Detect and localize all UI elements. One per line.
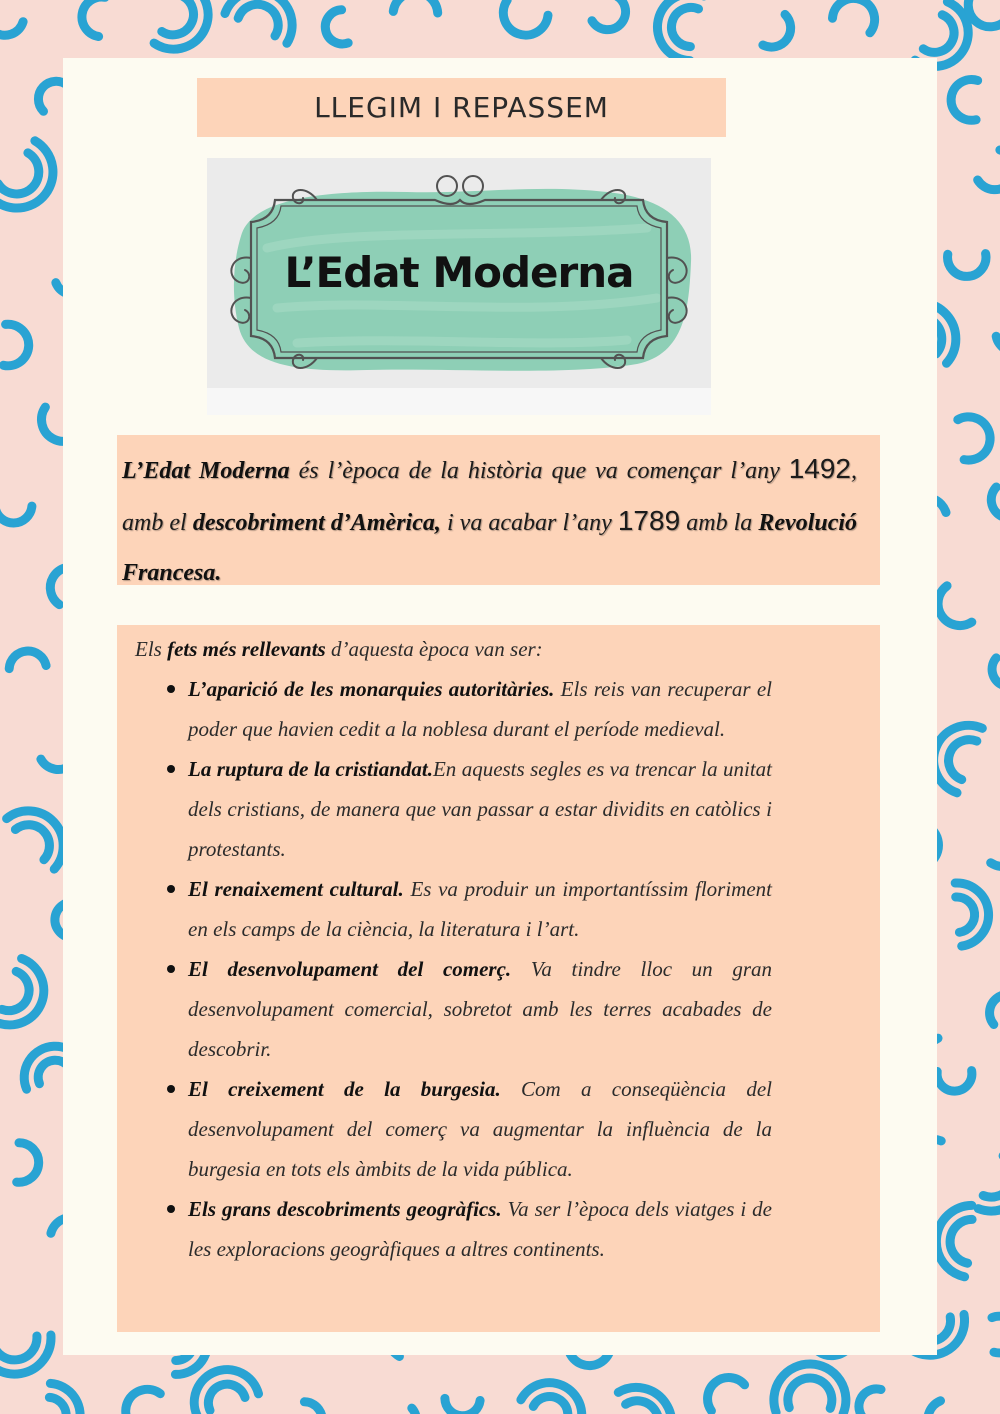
pattern-arc	[958, 417, 990, 460]
page-title: LLEGIM I REPASSEM	[314, 91, 609, 124]
banner-title: L’Edat Moderna	[284, 248, 634, 297]
pattern-arc	[949, 740, 977, 780]
fact-text: En aquests segles es va trencar la unitat dels cristians, de manera que van passar a estar dividits en catòlics i protestants.	[188, 757, 773, 861]
fact-title: La ruptura de la cristiandat.	[188, 757, 433, 781]
event-start: descobriment d’Amèrica,	[192, 510, 441, 536]
pattern-arc	[9, 651, 46, 669]
definition-text: és l’època de la història que va començar l’any	[298, 458, 780, 484]
pattern-arc	[592, 0, 626, 30]
pattern-arc	[992, 658, 1000, 687]
pattern-arc	[951, 80, 978, 121]
pattern-arc	[983, 1156, 1000, 1197]
pattern-arc	[978, 150, 1000, 190]
pattern-arc	[533, 1397, 568, 1414]
pattern-arc	[7, 811, 64, 869]
pattern-arc	[859, 1389, 881, 1414]
definition-text: amb la	[686, 510, 753, 536]
year-start: 1492	[788, 453, 851, 484]
pattern-arc	[0, 1, 23, 35]
event-end: Revolució Francesa.	[122, 510, 858, 586]
pattern-arc	[992, 1316, 1000, 1353]
fact-title: El renaixement cultural.	[188, 877, 404, 901]
banner-image	[207, 158, 711, 415]
fact-title: El desenvolupament del comerç.	[188, 957, 512, 981]
pattern-arc	[928, 1401, 963, 1414]
fact-text: Els reis van recuperar el poder que havien cedit a la noblesa durant el període medieval.	[188, 677, 772, 741]
fact-item-monarchies	[188, 669, 772, 749]
year-end: 1789	[617, 505, 681, 536]
pattern-arc	[294, 1402, 322, 1414]
pattern-arc	[968, 0, 1000, 27]
pattern-arc	[938, 586, 972, 626]
pattern-arc	[126, 1389, 161, 1414]
pattern-arc	[39, 1397, 66, 1414]
fact-title: El creixement de la burgesia.	[188, 1077, 501, 1101]
definition-text: , amb el	[122, 458, 857, 536]
definition-text: i va acabar l’any	[446, 510, 612, 536]
pattern-arc	[991, 487, 1000, 518]
definition-box	[117, 435, 880, 585]
pattern-arc	[671, 7, 698, 46]
pattern-arc	[380, 1408, 417, 1414]
facts-box	[117, 625, 880, 1332]
pattern-arc	[0, 153, 39, 194]
fact-text: Com a conseqüència del desenvolupament del comerç va augmentar la influència de la burgesia en tots els àmbits de la vida pública.	[188, 1077, 772, 1181]
header-box	[197, 78, 726, 137]
pattern-arc	[0, 1336, 37, 1360]
pattern-arc	[445, 1398, 480, 1414]
pattern-arc	[991, 825, 1000, 866]
fact-text: Es va produir un importantíssim floriment en els camps de la ciència, la literatura i l’art.	[188, 877, 773, 941]
pattern-arc	[393, 0, 437, 13]
definition-term: L’Edat Moderna	[122, 458, 290, 484]
fact-item-christianity	[188, 749, 772, 869]
facts-list	[135, 669, 772, 1269]
pattern-arc	[833, 0, 875, 33]
pattern-arc	[948, 254, 986, 277]
fact-item-bourgeoisie	[188, 1069, 772, 1189]
pattern-arc	[708, 1378, 745, 1411]
pattern-arc	[626, 1401, 659, 1414]
fact-item-commerce	[188, 949, 772, 1069]
pattern-arc	[950, 1219, 972, 1263]
pattern-arc	[996, 319, 1000, 352]
pattern-arc	[82, 0, 105, 37]
facts-intro	[135, 629, 772, 669]
pattern-arc	[4, 324, 29, 366]
pattern-arc	[0, 506, 32, 523]
fact-text: Va ser l’època dels viatges i de les exploracions geogràfiques a altres continents.	[188, 1197, 773, 1261]
facts-intro-prefix: Els	[135, 637, 162, 661]
fact-title: Els grans descobriments geogràfics.	[188, 1197, 502, 1221]
pattern-arc	[154, 0, 208, 49]
pattern-arc	[15, 825, 49, 860]
pattern-arc	[503, 0, 548, 35]
pattern-arc	[937, 1071, 972, 1091]
pattern-arc	[194, 1370, 258, 1414]
pattern-arc	[17, 1143, 39, 1182]
facts-intro-bold: fets més rellevants	[167, 637, 326, 661]
pattern-arc	[238, 4, 278, 36]
pattern-arc	[208, 1384, 245, 1410]
pattern-arc	[923, 15, 954, 53]
pattern-arc	[162, 0, 194, 35]
pattern-arc	[763, 14, 791, 47]
pattern-arc	[788, 1378, 832, 1408]
pattern-arc	[2, 971, 29, 1010]
pattern-arc	[990, 994, 1000, 1024]
fact-text: Va tindre lloc un gran desenvolupament comercial, sobretot amb les terres acabades de descobrir.	[188, 957, 773, 1061]
fact-item-discoveries	[188, 1189, 772, 1269]
facts-intro-suffix: d’aquesta època van ser:	[330, 637, 543, 661]
pattern-arc	[956, 897, 975, 932]
fact-title: L’aparició de les monarquies autoritàries.	[188, 677, 555, 701]
pattern-arc	[325, 10, 348, 44]
fact-item-renaissance	[188, 869, 772, 949]
